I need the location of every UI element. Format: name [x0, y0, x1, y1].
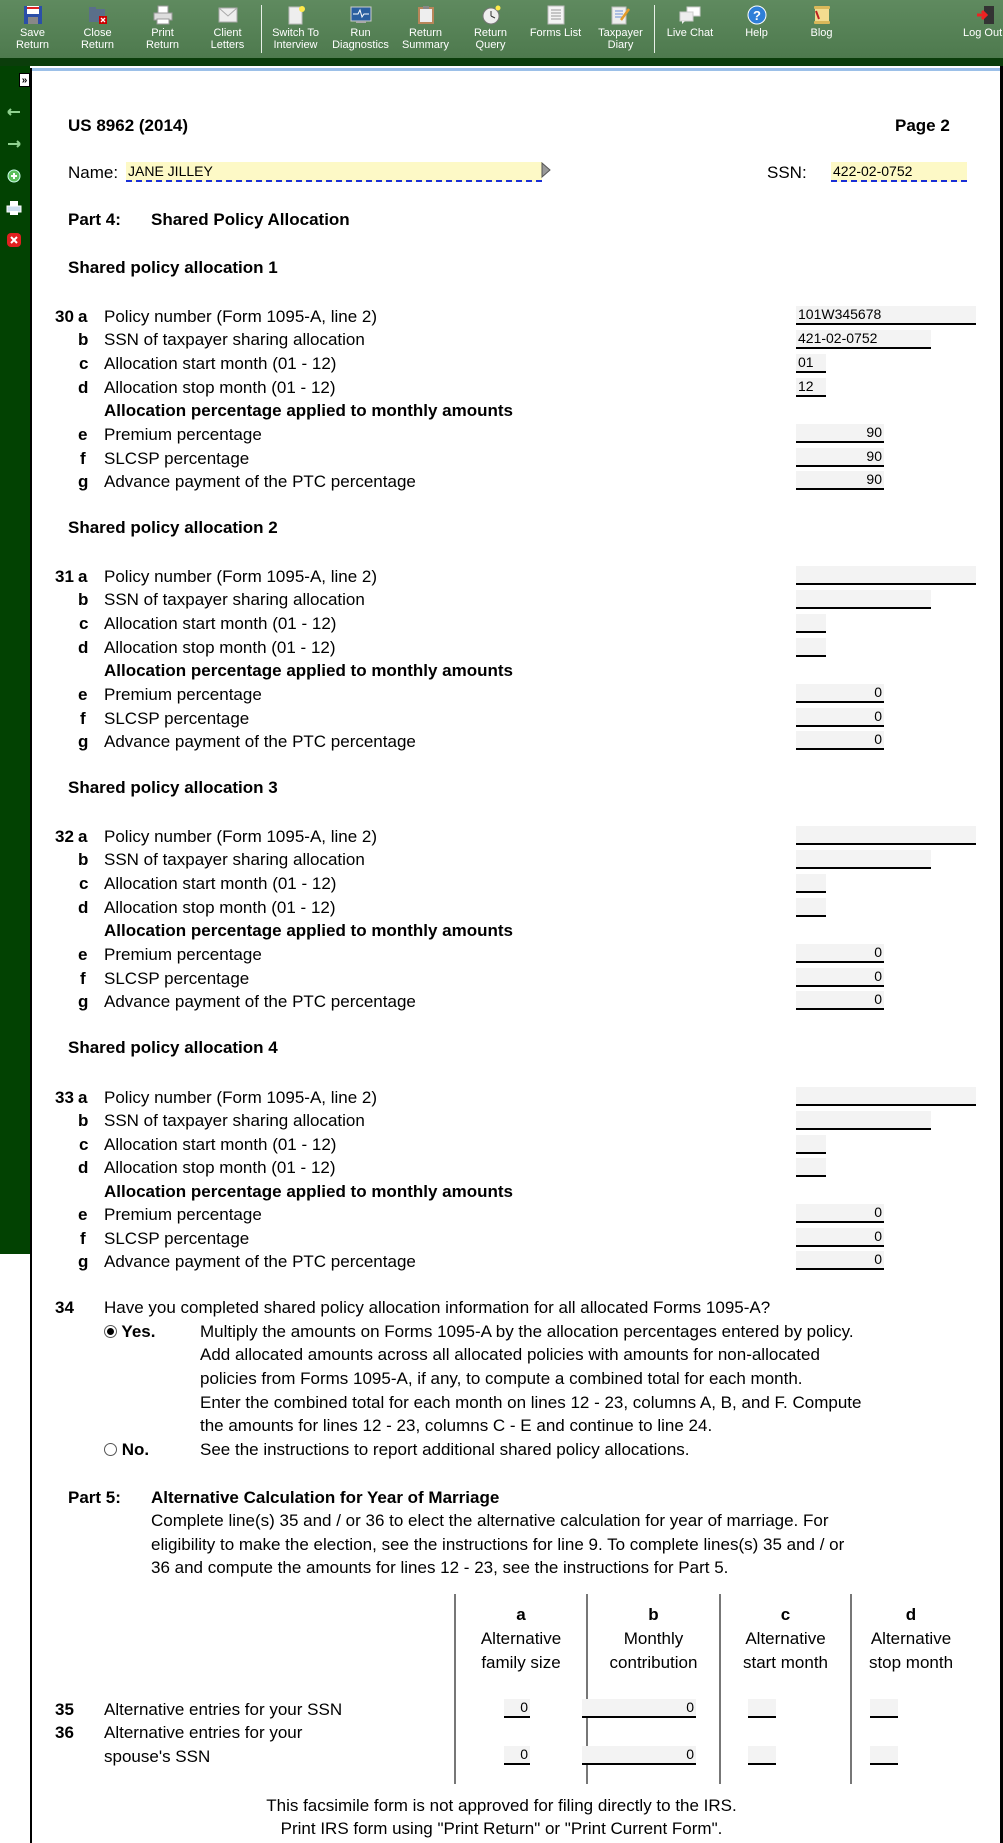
part5-text-line: Complete line(s) 35 and / or 36 to elect the alternative calculation for year of marriage. For — [151, 1511, 829, 1530]
aptc-percentage-field[interactable]: 0 — [796, 731, 884, 750]
line-36-label: Alternative entries for your — [104, 1723, 303, 1742]
log-out-button[interactable]: Log Out — [963, 0, 1003, 58]
save-return-button[interactable]: Save Return — [0, 0, 65, 58]
line-letter: g — [78, 1252, 89, 1271]
yes-radio[interactable] — [104, 1325, 117, 1338]
line-35-number: 35 — [55, 1700, 74, 1719]
ssn-sharing-field[interactable] — [796, 850, 931, 869]
ssn-sharing-field[interactable] — [796, 1111, 931, 1130]
slcsp-percentage-field[interactable]: 90 — [796, 448, 884, 467]
policy-number-label: Policy number (Form 1095-A, line 2) — [104, 827, 378, 846]
line-letter: a — [78, 567, 88, 586]
percentage-heading: Allocation percentage applied to monthly amounts — [104, 401, 513, 420]
ssn-field[interactable]: 422-02-0752 — [831, 162, 967, 182]
line-letter: f — [80, 449, 86, 468]
blog-button[interactable]: Blog — [789, 0, 854, 58]
start-month-field[interactable] — [796, 1135, 826, 1154]
stop-month-label: Allocation stop month (01 - 12) — [104, 898, 336, 917]
part5-text-line: eligibility to make the election, see the instructions for line 9. To complete lines(s) 35 and / or — [151, 1535, 845, 1554]
start-month-label: Allocation start month (01 - 12) — [104, 874, 337, 893]
close-red-icon[interactable] — [6, 232, 22, 248]
scroll-quill-icon — [811, 5, 833, 25]
line-letter: a — [78, 307, 88, 326]
document-switch-icon — [285, 5, 307, 25]
return-summary-button[interactable]: Return Summary — [393, 0, 458, 58]
help-button[interactable]: ? Help — [724, 0, 789, 58]
stop-month-label: Allocation stop month (01 - 12) — [104, 638, 336, 657]
line-letter: e — [78, 1205, 88, 1224]
allocation-heading: Shared policy allocation 1 — [68, 258, 278, 277]
stop-month-field[interactable] — [796, 898, 826, 917]
page-top-border — [32, 68, 1003, 71]
envelope-icon — [217, 5, 239, 25]
aptc-label: Advance payment of the PTC percentage — [104, 472, 416, 491]
line-letter: d — [78, 898, 89, 917]
line-letter: c — [79, 874, 89, 893]
premium-percentage-field[interactable]: 90 — [796, 424, 884, 443]
line-number: 33 — [55, 1088, 74, 1107]
page-left-border — [30, 68, 32, 1843]
policy-number-label: Policy number (Form 1095-A, line 2) — [104, 567, 378, 586]
line-letter: b — [78, 850, 89, 869]
premium-percentage-field[interactable]: 0 — [796, 684, 884, 703]
line-35-monthly-contribution-field[interactable]: 0 — [582, 1699, 696, 1718]
yes-instruction-line: policies from Forms 1095-A, if any, to compute a combined total for each month. — [200, 1369, 803, 1388]
line-36-label-continued: spouse's SSN — [104, 1747, 211, 1766]
help-circle-icon — [746, 5, 768, 25]
ssn-sharing-field[interactable] — [796, 590, 931, 609]
start-month-label: Allocation start month (01 - 12) — [104, 614, 337, 633]
line-35-family-size-field[interactable]: 0 — [504, 1699, 530, 1718]
name-label: Name: — [68, 163, 119, 182]
arrow-right-icon[interactable] — [6, 136, 22, 152]
start-month-field[interactable] — [796, 874, 826, 893]
allocation-heading: Shared policy allocation 4 — [68, 1038, 278, 1057]
start-month-label: Allocation start month (01 - 12) — [104, 1135, 337, 1154]
print-return-button[interactable]: Print Return — [130, 0, 195, 58]
ssn-sharing-label: SSN of taxpayer sharing allocation — [104, 850, 365, 869]
list-document-icon — [545, 5, 567, 25]
line-number: 32 — [55, 827, 74, 846]
line-35-start-month-field[interactable] — [748, 1699, 776, 1718]
premium-label: Premium percentage — [104, 945, 262, 964]
line-letter: f — [80, 709, 86, 728]
line-letter: g — [78, 732, 89, 751]
client-letters-button[interactable]: Client Letters — [195, 0, 260, 58]
printer-icon — [152, 5, 174, 25]
stop-month-label: Allocation stop month (01 - 12) — [104, 1158, 336, 1177]
part5-title: Alternative Calculation for Year of Marriage — [151, 1488, 500, 1507]
slcsp-percentage-field[interactable]: 0 — [796, 708, 884, 727]
taxpayer-diary-button[interactable]: Taxpayer Diary — [588, 0, 653, 58]
line-35-stop-month-field[interactable] — [870, 1699, 898, 1718]
run-diagnostics-button[interactable]: Run Diagnostics — [328, 0, 393, 58]
page-number: Page 2 — [895, 116, 950, 135]
line-letter: e — [78, 425, 88, 444]
close-return-button[interactable]: Close Return — [65, 0, 130, 58]
percentage-heading: Allocation percentage applied to monthly amounts — [104, 921, 513, 940]
slcsp-label: SLCSP percentage — [104, 449, 250, 468]
slcsp-percentage-field[interactable]: 0 — [796, 1228, 884, 1247]
slcsp-label: SLCSP percentage — [104, 709, 250, 728]
toolbar-separator — [261, 5, 262, 53]
line-letter: f — [80, 969, 86, 988]
stop-month-field[interactable] — [796, 1158, 826, 1177]
add-circle-icon[interactable] — [6, 168, 22, 184]
yes-instruction-line: Enter the combined total for each month on lines 12 - 23, columns A, B, and F. Compute — [200, 1393, 862, 1412]
line-letter: f — [80, 1229, 86, 1248]
yes-instruction-line: Multiply the amounts on Forms 1095-A by the allocation percentages entered by policy. — [200, 1322, 854, 1341]
slcsp-label: SLCSP percentage — [104, 1229, 250, 1248]
line-letter: a — [78, 827, 88, 846]
policy-number-field[interactable] — [796, 826, 976, 845]
aptc-percentage-field[interactable]: 0 — [796, 991, 884, 1010]
line-letter: c — [79, 1135, 89, 1154]
printer-icon[interactable] — [6, 200, 22, 216]
stop-month-field[interactable] — [796, 638, 826, 657]
line-36-monthly-contribution-field[interactable]: 0 — [582, 1746, 696, 1765]
line-36-number: 36 — [55, 1723, 74, 1742]
line-number: 30 — [55, 307, 74, 326]
premium-label: Premium percentage — [104, 1205, 262, 1224]
line-letter: a — [78, 1088, 88, 1107]
aptc-percentage-field[interactable]: 0 — [796, 1251, 884, 1270]
line-number: 31 — [55, 567, 74, 586]
ssn-label: SSN: — [767, 163, 807, 182]
allocation-heading: Shared policy allocation 2 — [68, 518, 278, 537]
line-letter: d — [78, 1158, 89, 1177]
aptc-label: Advance payment of the PTC percentage — [104, 732, 416, 751]
line-letter: c — [79, 354, 89, 373]
exit-door-icon — [975, 5, 997, 25]
column-header-d: d Alternative stop month — [868, 1605, 954, 1672]
ssn-sharing-label: SSN of taxpayer sharing allocation — [104, 330, 365, 349]
start-month-field[interactable]: 01 — [796, 354, 826, 373]
start-month-field[interactable] — [796, 614, 826, 633]
name-field[interactable]: JANE JILLEY — [126, 162, 542, 182]
stop-month-field[interactable]: 12 — [796, 378, 826, 397]
yes-instruction-line: the amounts for lines 12 - 23, columns C - E and continue to line 24. — [200, 1416, 713, 1435]
diary-pencil-icon — [610, 5, 632, 25]
form-title: US 8962 (2014) — [68, 116, 189, 135]
floppy-disk-icon — [22, 5, 44, 25]
no-instruction: See the instructions to report additional shared policy allocations. — [200, 1440, 690, 1459]
toolbar-bottom-bar — [0, 58, 1003, 66]
switch-to-interview-button[interactable]: Switch To Interview — [263, 0, 328, 58]
print-instructions-notice: Print IRS form using "Print Return" or "Print Current Form". — [280, 1819, 723, 1838]
toolbar-separator — [654, 5, 655, 53]
aptc-percentage-field[interactable]: 90 — [796, 471, 884, 490]
line-letter: b — [78, 330, 89, 349]
aptc-label: Advance payment of the PTC percentage — [104, 1252, 416, 1271]
line-36-family-size-field[interactable]: 0 — [504, 1746, 530, 1765]
line-36-start-month-field[interactable] — [748, 1746, 776, 1765]
yes-radio-option[interactable]: Yes. — [104, 1322, 155, 1342]
premium-percentage-field[interactable]: 0 — [796, 1204, 884, 1223]
line-34-question: Have you completed shared policy allocation information for all allocated Forms 1095-A? — [104, 1298, 771, 1317]
line-36-stop-month-field[interactable] — [870, 1746, 898, 1765]
aptc-label: Advance payment of the PTC percentage — [104, 992, 416, 1011]
policy-number-field[interactable] — [796, 1087, 976, 1106]
toolbar — [0, 0, 1003, 58]
policy-number-label: Policy number (Form 1095-A, line 2) — [104, 307, 378, 326]
part5-number: Part 5: — [68, 1488, 121, 1507]
stop-month-label: Allocation stop month (01 - 12) — [104, 378, 336, 397]
ssn-sharing-label: SSN of taxpayer sharing allocation — [104, 1111, 365, 1130]
no-radio-option[interactable]: No. — [104, 1440, 149, 1460]
line-letter: b — [78, 1111, 89, 1130]
line-letter: g — [78, 992, 89, 1011]
premium-label: Premium percentage — [104, 425, 262, 444]
name-dropdown-arrow-icon[interactable] — [541, 162, 551, 183]
slcsp-percentage-field[interactable]: 0 — [796, 968, 884, 987]
premium-label: Premium percentage — [104, 685, 262, 704]
line-letter: c — [79, 614, 89, 633]
line-35-label: Alternative entries for your SSN — [104, 1700, 343, 1719]
sidebar-expand-toggle[interactable]: » — [19, 73, 30, 87]
column-header-c: c Alternative start month — [742, 1605, 829, 1672]
percentage-heading: Allocation percentage applied to monthly amounts — [104, 661, 513, 680]
return-query-button[interactable]: Return Query — [458, 0, 523, 58]
part4-number: Part 4: — [68, 210, 121, 229]
yes-instruction-line: Add allocated amounts across all allocated policies with amounts for non-allocated — [200, 1345, 820, 1364]
ssn-sharing-label: SSN of taxpayer sharing allocation — [104, 590, 365, 609]
line-letter: e — [78, 685, 88, 704]
clipboard-icon — [415, 5, 437, 25]
part5-text-line: 36 and compute the amounts for lines 12 - 23, see the instructions for Part 5. — [151, 1558, 729, 1577]
line-letter: d — [78, 638, 89, 657]
line-letter: e — [78, 945, 88, 964]
line-34-number: 34 — [55, 1298, 74, 1317]
line-letter: d — [78, 378, 89, 397]
clock-query-icon — [480, 5, 502, 25]
no-radio[interactable] — [104, 1443, 117, 1456]
policy-number-field[interactable] — [796, 566, 976, 585]
policy-number-label: Policy number (Form 1095-A, line 2) — [104, 1088, 378, 1107]
live-chat-button[interactable]: Live Chat — [656, 0, 724, 58]
start-month-label: Allocation start month (01 - 12) — [104, 354, 337, 373]
line-letter: g — [78, 472, 89, 491]
part4-title: Shared Policy Allocation — [151, 210, 350, 229]
column-header-b: b Monthly contribution — [609, 1605, 698, 1672]
monitor-pulse-icon — [350, 5, 372, 25]
ssn-sharing-field[interactable]: 421-02-0752 — [796, 330, 931, 349]
premium-percentage-field[interactable]: 0 — [796, 944, 884, 963]
svg-text:?: ? — [752, 8, 761, 23]
forms-list-button[interactable]: Forms List — [523, 0, 588, 58]
policy-number-field[interactable]: 101W345678 — [796, 306, 976, 325]
allocation-heading: Shared policy allocation 3 — [68, 778, 278, 797]
chat-bubbles-icon — [679, 5, 701, 25]
slcsp-label: SLCSP percentage — [104, 969, 250, 988]
column-header-a: a Alternative family size — [480, 1605, 562, 1672]
facsimile-notice: This facsimile form is not approved for filing directly to the IRS. — [266, 1796, 737, 1815]
percentage-heading: Allocation percentage applied to monthly amounts — [104, 1182, 513, 1201]
arrow-left-icon[interactable] — [6, 104, 22, 120]
line-letter: b — [78, 590, 89, 609]
folder-close-icon — [87, 5, 109, 25]
